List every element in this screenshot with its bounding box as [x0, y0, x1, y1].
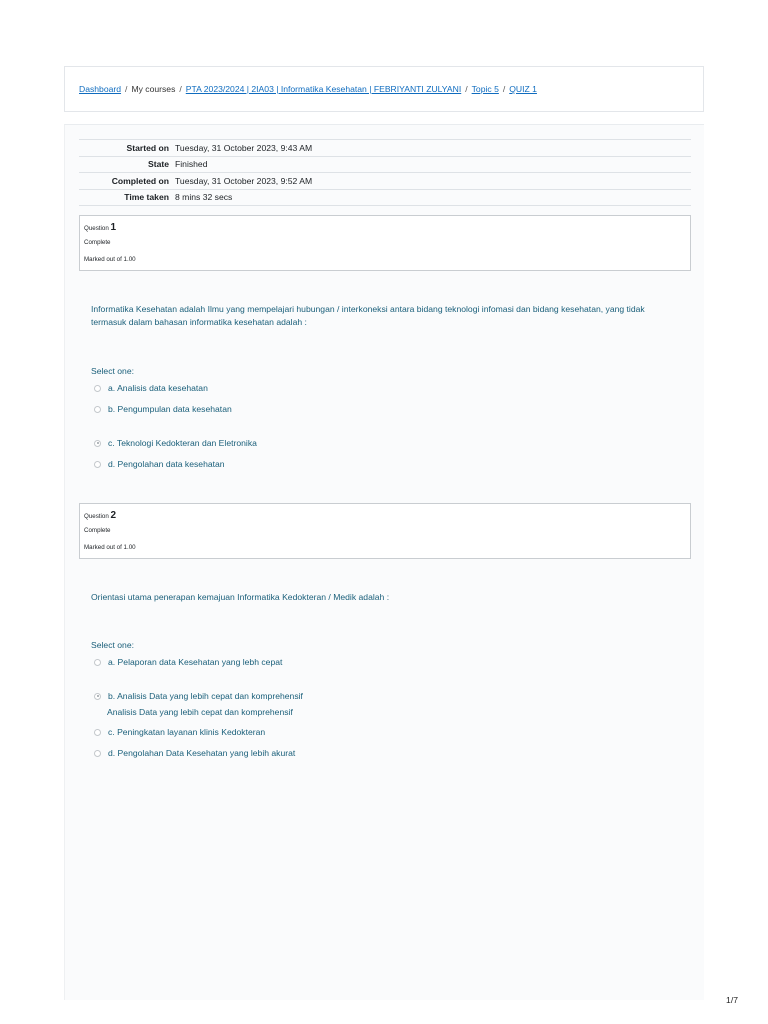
- radio-icon[interactable]: [94, 461, 101, 468]
- breadcrumb-separator: /: [179, 84, 182, 94]
- time-taken-value: 8 mins 32 secs: [175, 192, 233, 203]
- state-label: State: [147, 159, 169, 170]
- breadcrumb-quiz-link[interactable]: QUIZ 1: [509, 84, 537, 94]
- question-1-option-c[interactable]: [94, 438, 257, 448]
- breadcrumb-separator: /: [502, 84, 506, 94]
- question-2-option-b-feedback: Analisis Data yang lebih cepat dan komprehensif: [107, 707, 293, 717]
- completed-on-value: Tuesday, 31 October 2023, 9:52 AM: [175, 175, 313, 186]
- question-2-text: Orientasi utama penerapan kemajuan Informatika Kedokteran / Medik adalah :: [91, 592, 390, 602]
- question-1-prompt: Select one:: [91, 366, 134, 376]
- breadcrumb-topic-link[interactable]: Topic 5: [471, 84, 499, 94]
- started-on-value: Tuesday, 31 October 2023, 9:43 AM: [175, 142, 313, 153]
- option-label: c. Peningkatan layanan klinis Kedokteran: [108, 727, 266, 737]
- question-state: Complete: [84, 239, 111, 246]
- summary-row-time: [79, 189, 691, 206]
- summary-row-state: [79, 156, 691, 173]
- breadcrumb-separator: /: [125, 84, 128, 94]
- question-1-option-a[interactable]: [94, 383, 208, 393]
- radio-icon[interactable]: [94, 729, 101, 736]
- question-label: Question: [84, 513, 109, 520]
- option-label: c. Teknologi Kedokteran dan Eletronika: [108, 438, 257, 448]
- question-state: Complete: [84, 527, 111, 534]
- option-label: b. Analisis Data yang lebih cepat dan komprehensif: [108, 691, 303, 701]
- question-number-value: 1: [110, 222, 117, 233]
- radio-icon[interactable]: [94, 750, 101, 757]
- breadcrumb-dashboard-link[interactable]: Dashboard: [79, 84, 122, 94]
- question-1-option-b[interactable]: [94, 404, 232, 414]
- radio-icon[interactable]: [94, 659, 101, 666]
- option-label: d. Pengolahan Data Kesehatan yang lebih akurat: [108, 748, 296, 758]
- option-label: b. Pengumpulan data kesehatan: [108, 404, 232, 414]
- breadcrumb: [79, 84, 537, 94]
- option-label: a. Analisis data kesehatan: [108, 383, 208, 393]
- radio-icon[interactable]: [94, 385, 101, 392]
- completed-on-label: Completed on: [111, 175, 169, 186]
- question-1-option-d[interactable]: [94, 459, 225, 469]
- question-number: [84, 222, 116, 233]
- summary-row-completed: [79, 173, 691, 190]
- radio-checked-icon[interactable]: [94, 693, 101, 700]
- started-on-label: Started on: [126, 142, 169, 153]
- page-number: 1/7: [726, 995, 738, 1005]
- time-taken-label: Time taken: [124, 192, 169, 203]
- summary-row-started: [79, 140, 691, 157]
- question-2-option-c[interactable]: [94, 727, 265, 737]
- breadcrumb-bar: [64, 66, 704, 112]
- question-2-option-d[interactable]: [94, 748, 295, 758]
- question-label: Question: [84, 225, 109, 232]
- question-number-value: 2: [110, 510, 117, 521]
- radio-icon[interactable]: [94, 406, 101, 413]
- question-2-info: [79, 503, 691, 559]
- option-label: d. Pengolahan data kesehatan: [108, 459, 225, 469]
- breadcrumb-course-link[interactable]: PTA 2023/2024 | 2IA03 | Informatika Kesehatan | FEBRIYANTI ZULYANI: [185, 84, 462, 94]
- breadcrumb-my-courses: My courses: [131, 84, 176, 94]
- question-2-option-a[interactable]: [94, 657, 282, 667]
- question-1-text: Informatika Kesehatan adalah Ilmu yang mempelajari hubungan / interkoneksi antara bidang teknologi infomasi dan bidang kesehatan, yang tidak termasuk dalam bahasan informatika kesehatan adalah :: [91, 304, 645, 327]
- quiz-review-region: [64, 124, 704, 1000]
- state-value: Finished: [175, 159, 208, 170]
- question-grade: Marked out of 1.00: [84, 544, 136, 551]
- breadcrumb-separator: /: [465, 84, 468, 94]
- option-label: a. Pelaporan data Kesehatan yang lebh cepat: [108, 657, 283, 667]
- question-2-prompt: Select one:: [91, 640, 134, 650]
- radio-checked-icon[interactable]: [94, 440, 101, 447]
- question-1-info: [79, 215, 691, 271]
- question-number: [84, 510, 116, 521]
- attempt-summary-table: [79, 139, 691, 206]
- question-grade: Marked out of 1.00: [84, 256, 136, 263]
- question-2-option-b[interactable]: [94, 691, 303, 701]
